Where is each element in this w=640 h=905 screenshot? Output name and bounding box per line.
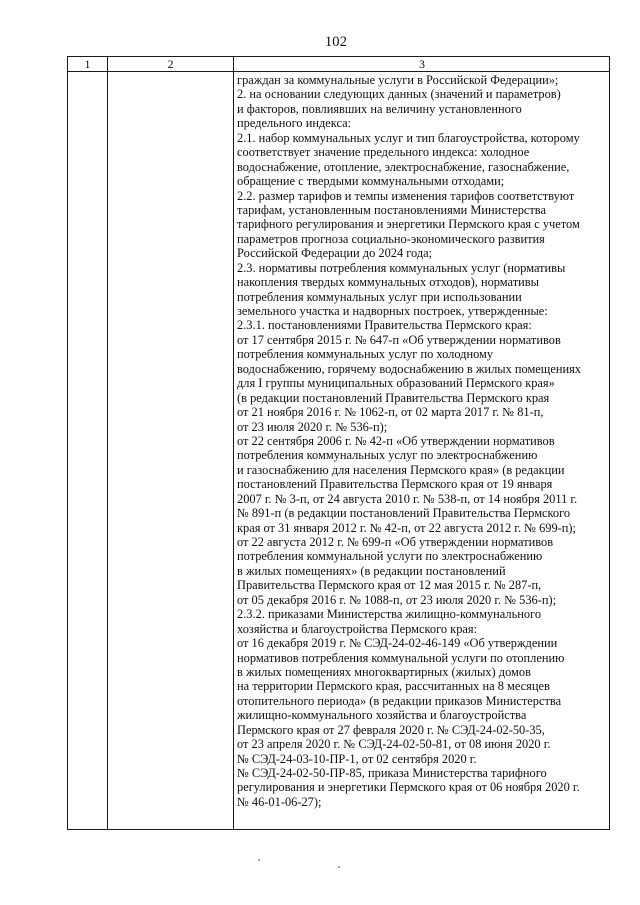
text-line: потребления коммунальной услуги по электроснабжению — [237, 549, 543, 564]
text-line: и газоснабжению для населения Пермского края» (в редакции — [237, 462, 565, 477]
text-line: от 23 апреля 2020 г. № СЭД-24-02-50-81, от 08 июня 2020 г. — [237, 737, 551, 752]
text-line: предельного индекса: — [237, 116, 352, 131]
text-line: 2007 г. № 3-п, от 24 августа 2010 г. № 538-п, от 14 ноября 2011 г. — [237, 491, 578, 506]
column-divider-1 — [107, 57, 108, 829]
column-header-1: 1 — [84, 57, 91, 71]
text-line: в жилых помещениях» (в редакции постановлений — [237, 563, 506, 578]
text-line: от 21 ноября 2016 г. № 1062-п, от 02 марта 2017 г. № 81-п, — [237, 405, 544, 420]
text-line: жилищно-коммунального хозяйства и благоустройства — [237, 708, 527, 723]
text-line: от 17 сентября 2015 г. № 647-п «Об утверждении нормативов — [237, 332, 561, 347]
text-line: от 22 сентября 2006 г. № 42-п «Об утверждении нормативов — [237, 433, 555, 448]
text-line: от 05 декабря 2016 г. № 1088-п, от 23 июля 2020 г. № 536-п); — [237, 592, 557, 607]
text-line: (в редакции постановлений Правительства Пермского края — [237, 390, 550, 405]
text-line: края от 31 января 2012 г. № 42-п, от 22 августа 2012 г. № 699-п); — [237, 520, 576, 535]
text-line: тарифного регулирования и энергетики Пермского края с учетом — [237, 217, 580, 232]
column-3-content — [237, 73, 609, 809]
text-line: регулирования и энергетики Пермского края от 06 ноября 2020 г. — [237, 780, 580, 795]
text-line: 2.1. набор коммунальных услуг и тип благоустройства, которому — [237, 130, 580, 145]
text-line: тарифам, установленным постановлениями Министерства — [237, 202, 546, 217]
text-line: № 46-01-06-27); — [237, 794, 322, 809]
text-line: Пермского края от 27 февраля 2020 г. № СЭД-24-02-50-35, — [237, 722, 545, 737]
text-line: 2. на основании следующих данных (значений и параметров) — [237, 87, 561, 102]
text-line: 2.3.1. постановлениями Правительства Пермского края: — [237, 318, 532, 333]
text-line: 2.3. нормативы потребления коммунальных услуг (нормативы — [237, 260, 566, 275]
text-line: обращение с твердыми коммунальными отходами; — [237, 174, 505, 189]
text-line: хозяйства и благоустройства Пермского края: — [237, 621, 478, 636]
text-line: 2.2. размер тарифов и темпы изменения тарифов соответствуют — [237, 188, 575, 203]
text-line: в жилых помещениях многоквартирных (жилых) домов — [237, 664, 531, 679]
document-table — [67, 56, 610, 830]
text-line: нормативов потребления коммунальной услуги по отоплению — [237, 650, 565, 665]
text-line: постановлений Правительства Пермского края от 19 января — [237, 477, 553, 492]
text-line: водоснабжению, горячему водоснабжению в жилых помещениях — [237, 361, 581, 376]
text-line: потребления коммунальных услуг при использовании — [237, 289, 522, 304]
text-line: параметров прогноза социально-экономического развития — [237, 231, 545, 246]
text-line: от 22 августа 2012 г. № 699-п «Об утверждении нормативов — [237, 535, 554, 549]
scan-speck — [338, 866, 340, 868]
text-line: Правительства Пермского края от 12 мая 2015 г. № 287-п, — [237, 578, 542, 593]
text-line: потребления коммунальных услуг по электроснабжению — [237, 448, 538, 463]
text-line: № СЭД-24-02-50-ПР-85, приказа Министерства тарифного — [237, 766, 547, 780]
text-line: для I группы муниципальных образований Пермского края» — [237, 376, 555, 391]
text-line: № СЭД-24-03-10-ПР-1, от 02 сентября 2020 г. — [237, 751, 477, 766]
text-line: 2.3.2. приказами Министерства жилищно-коммунального — [237, 607, 542, 622]
text-line: соответствует значение предельного индекса: холодное — [237, 145, 530, 160]
column-header-3: 3 — [419, 57, 425, 71]
text-line: граждан за коммунальные услуги в Российской Федерации»; — [237, 73, 559, 87]
scan-speck — [258, 859, 260, 861]
text-line: № 891-п (в редакции постановлений Правительства Пермского — [237, 506, 571, 521]
text-line: отопительного периода» (в редакции приказов Министерства — [237, 693, 562, 708]
text-line: на территории Пермского края, рассчитанных на 8 месяцев — [237, 679, 550, 694]
text-line: земельного участка и надворных построек, утвержденные: — [237, 304, 548, 318]
text-line: потребления коммунальных услуг по холодному — [237, 347, 494, 362]
column-header-2: 2 — [167, 57, 174, 71]
text-line: Российской Федерации до 2024 года; — [237, 246, 433, 261]
text-line: водоснабжение, отопление, электроснабжение, газоснабжение, — [237, 159, 570, 174]
text-line: накопления твердых коммунальных отходов), нормативы — [237, 275, 539, 290]
header-divider — [68, 71, 609, 72]
text-line: от 16 декабря 2019 г. № СЭД-24-02-46-149 «Об утверждении — [237, 636, 558, 651]
text-line: от 23 июля 2020 г. № 536-п); — [237, 419, 388, 434]
text-line: и факторов, повлиявших на величину установленного — [237, 101, 522, 116]
column-divider-2 — [233, 57, 234, 829]
page-number: 102 — [324, 34, 348, 50]
